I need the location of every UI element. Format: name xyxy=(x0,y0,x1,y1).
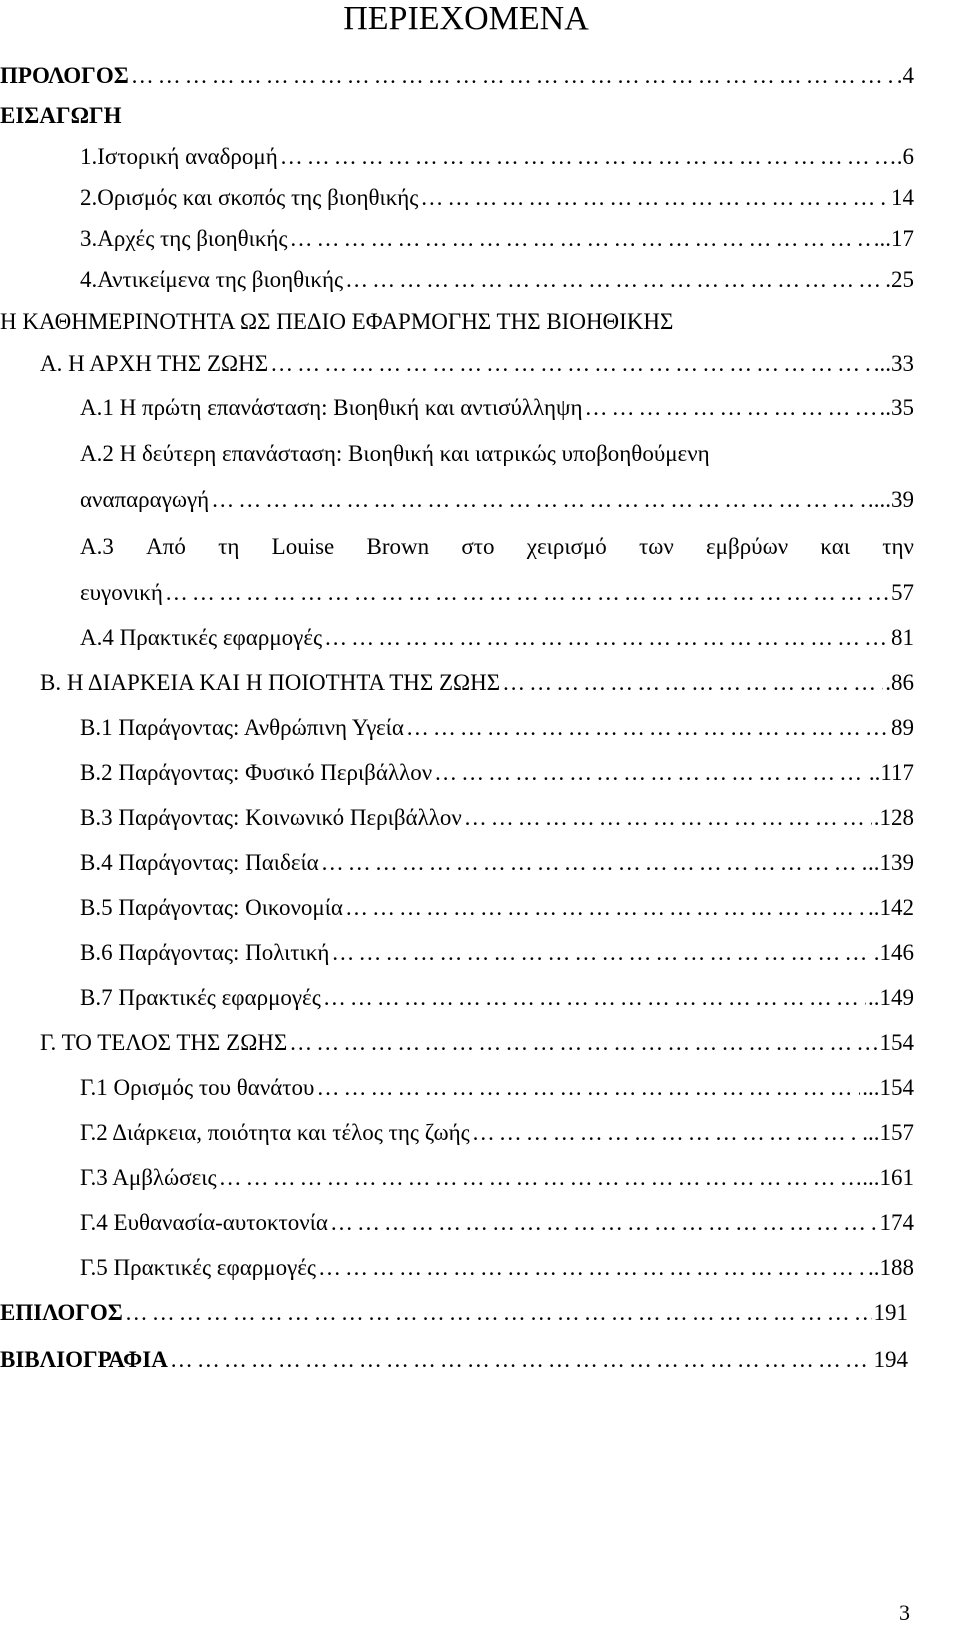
toc-entry-page: 89 xyxy=(891,715,914,740)
toc-entry-label: Α.1 Η πρώτη επανάσταση: Βιοηθική και αντισύλληψη xyxy=(80,395,583,420)
toc-entry-page: 81 xyxy=(891,625,914,650)
toc-entry[interactable] xyxy=(80,978,914,1018)
toc-entry[interactable] xyxy=(80,798,914,838)
toc-entry-section-b[interactable] xyxy=(40,663,914,703)
dot-leader xyxy=(330,1203,878,1243)
dot-leader xyxy=(211,480,872,520)
toc-entry[interactable] xyxy=(80,1203,914,1243)
toc-entry-page: .86 xyxy=(885,670,914,695)
toc-entry-label: Β.4 Παράγοντας: Παιδεία xyxy=(80,850,319,875)
toc-entry-page: ..139 xyxy=(868,850,914,875)
toc-entry-page: ...154 xyxy=(862,1075,914,1100)
dot-leader xyxy=(270,344,872,384)
toc-entry-label: 3.Αρχές της βιοηθικής xyxy=(80,226,288,251)
toc-entry-page: ...39 xyxy=(873,487,914,512)
dot-leader xyxy=(324,618,889,658)
dot-leader xyxy=(125,1293,872,1333)
toc-entry-label: ευγονική xyxy=(80,580,163,605)
dot-leader xyxy=(131,56,895,96)
dot-leader xyxy=(584,388,877,428)
toc-entry-page: ..149 xyxy=(868,985,914,1010)
toc-entry-page: ...33 xyxy=(873,351,914,376)
toc-entry-label: Γ.1 Ορισμός του θανάτου xyxy=(80,1075,315,1100)
dot-leader xyxy=(165,573,889,613)
toc-entry[interactable] xyxy=(80,388,914,428)
toc-entry-page: 174 xyxy=(879,1210,914,1235)
toc-entry[interactable] xyxy=(80,888,914,928)
dot-leader xyxy=(316,1068,860,1108)
dot-leader xyxy=(502,663,883,703)
toc-entry-page: 191 xyxy=(873,1300,908,1325)
toc-entry-label: ΒΙΒΛΙΟΓΡΑΦΙΑ xyxy=(0,1347,168,1372)
dot-leader xyxy=(280,137,895,177)
toc-entry-page: ..35 xyxy=(879,395,914,420)
toc-entry-label: αναπαραγωγή xyxy=(80,487,210,512)
toc-entry[interactable] xyxy=(80,219,914,259)
toc-entry[interactable] xyxy=(80,933,914,973)
toc-entry[interactable] xyxy=(80,843,914,883)
toc-entry[interactable] xyxy=(80,708,914,748)
dot-leader xyxy=(345,888,866,928)
toc-entry-page: 194 xyxy=(873,1347,908,1372)
dot-leader xyxy=(464,798,872,838)
toc-entry[interactable] xyxy=(80,1158,914,1198)
toc-entry-label: Α. Η ΑΡΧΗ ΤΗΣ ΖΩΗΣ xyxy=(40,351,269,376)
section-heading-introduction: ΕΙΣΑΓΩΓΗ xyxy=(0,103,122,128)
toc-entry-epilogue[interactable] xyxy=(0,1293,908,1333)
dot-leader xyxy=(321,843,866,883)
dot-leader xyxy=(472,1113,860,1153)
toc-entry-label: ΠΡΟΛΟΓΟΣ xyxy=(0,63,129,88)
toc-entry-label: Β.7 Πρακτικές εφαρμογές xyxy=(80,985,321,1010)
dot-leader xyxy=(345,260,883,300)
toc-entry-label: 1.Ιστορική αναδρομή xyxy=(80,144,278,169)
toc-entry-prologue[interactable] xyxy=(0,56,914,96)
toc-entry[interactable] xyxy=(80,137,914,177)
dot-leader xyxy=(323,978,866,1018)
toc-entry-bibliography[interactable] xyxy=(0,1340,908,1380)
toc-entry-page: ...17 xyxy=(873,226,914,251)
toc-entry-page: 14 xyxy=(891,185,914,210)
toc-entry-label: Γ.4 Ευθανασία-αυτοκτονία xyxy=(80,1210,328,1235)
toc-entry-label: Β.2 Παράγοντας: Φυσικό Περιβάλλον xyxy=(80,760,433,785)
page-number: 3 xyxy=(899,1600,910,1625)
toc-entry[interactable] xyxy=(80,178,914,218)
toc-entry-page: ..117 xyxy=(868,760,914,785)
toc-entry-page: 57 xyxy=(891,580,914,605)
dot-leader xyxy=(406,708,889,748)
toc-entry-label: Β. Η ΔΙΑΡΚΕΙΑ ΚΑΙ Η ΠΟΙΟΤΗΤΑ ΤΗΣ ΖΩΗΣ xyxy=(40,670,501,695)
toc-entry-section-c[interactable] xyxy=(40,1023,914,1063)
toc-entry-label: 2.Ορισμός και σκοπός της βιοηθικής xyxy=(80,185,419,210)
toc-entry[interactable] xyxy=(80,1248,914,1288)
toc-entry-label: Γ.2 Διάρκεια, ποιότητα και τέλος της ζωής xyxy=(80,1120,470,1145)
toc-entry-page: ..188 xyxy=(868,1255,914,1280)
toc-entry[interactable] xyxy=(80,618,914,658)
toc-entry-page: .146 xyxy=(873,940,914,965)
dot-leader xyxy=(318,1248,866,1288)
toc-entry-line: Α.2 Η δεύτερη επανάσταση: Βιοηθική και ιατρικώς υποβοηθούμενη xyxy=(80,441,710,466)
toc-entry-line: Α.3 Από τη Louise Brown στο χειρισμό των εμβρύων και την xyxy=(80,534,914,559)
dot-leader xyxy=(420,178,889,218)
toc-entry-page: ...157 xyxy=(862,1120,914,1145)
toc-entry[interactable] xyxy=(80,480,914,520)
toc-entry[interactable] xyxy=(80,1068,914,1108)
toc-entry-section-a[interactable] xyxy=(40,344,914,384)
dot-leader xyxy=(434,753,867,793)
toc-entry-page: ..142 xyxy=(868,895,914,920)
dot-leader xyxy=(290,219,872,259)
toc-entry-page: ...161 xyxy=(862,1165,914,1190)
toc-entry[interactable] xyxy=(80,1113,914,1153)
toc-entry-label: Γ.5 Πρακτικές εφαρμογές xyxy=(80,1255,317,1280)
toc-entry-page: .128 xyxy=(873,805,914,830)
toc-entry-page: .4 xyxy=(896,63,914,88)
toc-entry-label: Β.3 Παράγοντας: Κοινωνικό Περιβάλλον xyxy=(80,805,462,830)
toc-entry-label: Γ.3 Αμβλώσεις xyxy=(80,1165,217,1190)
dot-leader xyxy=(331,933,871,973)
toc-entry-label: Α.4 Πρακτικές εφαρμογές xyxy=(80,625,323,650)
toc-entry-page: .6 xyxy=(896,144,914,169)
page-title: ΠΕΡΙΕΧΟΜΕΝΑ xyxy=(343,0,589,37)
toc-entry[interactable] xyxy=(80,260,914,300)
toc-entry-label: 4.Αντικείμενα της βιοηθικής xyxy=(80,267,344,292)
toc-entry[interactable] xyxy=(80,753,914,793)
dot-leader xyxy=(219,1158,861,1198)
toc-entry[interactable] xyxy=(80,573,914,613)
main-heading: Η ΚΑΘΗΜΕΡΙΝΟΤΗΤΑ ΩΣ ΠΕΔΙΟ ΕΦΑΡΜΟΓΗΣ ΤΗΣ ΒΙΟΗΘΙΚΗΣ xyxy=(0,309,674,334)
toc-entry-page: .25 xyxy=(885,267,914,292)
dot-leader xyxy=(170,1340,872,1380)
toc-entry-label: Γ. ΤΟ ΤΕΛΟΣ ΤΗΣ ΖΩΗΣ xyxy=(40,1030,288,1055)
dot-leader xyxy=(289,1023,877,1063)
toc-entry-label: ΕΠΙΛΟΓΟΣ xyxy=(0,1300,123,1325)
toc-entry-label: Β.6 Παράγοντας: Πολιτική xyxy=(80,940,330,965)
toc-entry-label: Β.1 Παράγοντας: Ανθρώπινη Υγεία xyxy=(80,715,404,740)
toc-entry-page: 154 xyxy=(879,1030,914,1055)
toc-entry-label: Β.5 Παράγοντας: Οικονομία xyxy=(80,895,343,920)
